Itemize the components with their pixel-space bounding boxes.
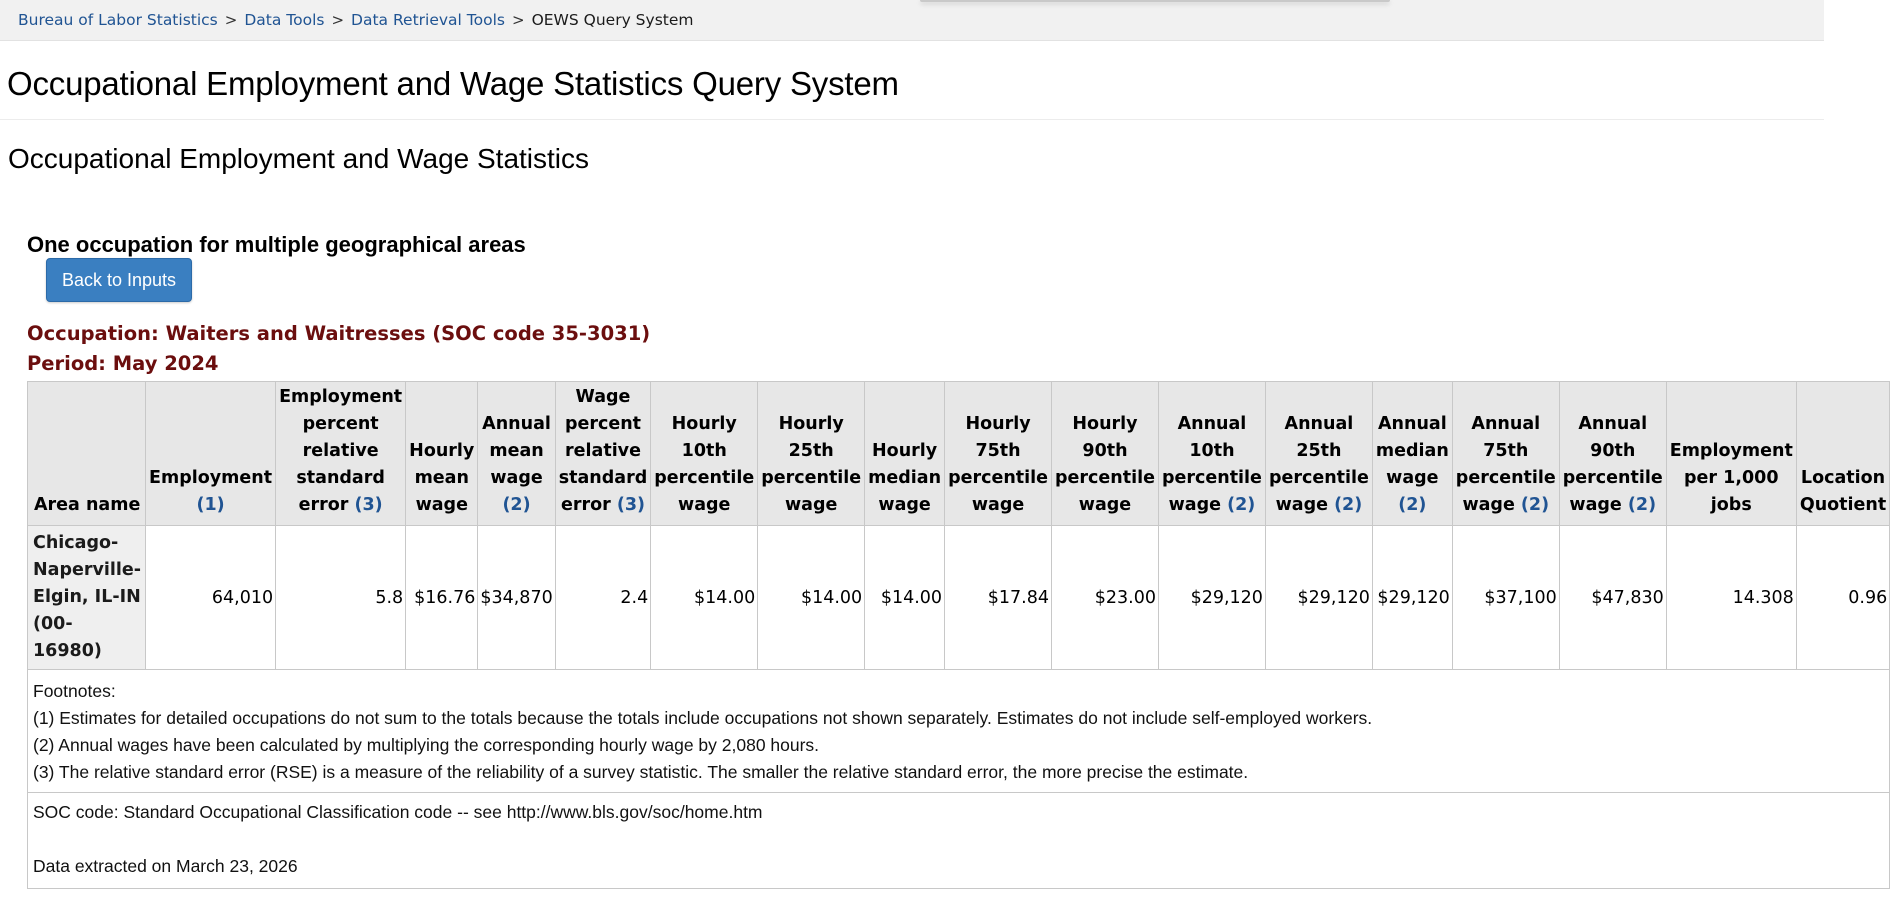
table-cell: 2.4	[555, 526, 651, 670]
footnote-reference: (2)	[1627, 495, 1657, 515]
footnote-1: (1) Estimates for detailed occupations do not sum to the totals because the totals include occupations not shown separately. Estimates do not include self-employed workers.	[33, 708, 1373, 728]
table-cell: $34,870	[478, 526, 555, 670]
footnotes-row	[28, 670, 1890, 793]
column-header	[1158, 382, 1265, 526]
table-cell: $14.00	[651, 526, 758, 670]
footnote-3: (3) The relative standard error (RSE) is a measure of the reliability of a survey statistic. The smaller the relative standard error, the more precise the estimate.	[33, 762, 1249, 782]
table-cell: $47,830	[1559, 526, 1666, 670]
column-header	[651, 382, 758, 526]
breadcrumb-link-bls[interactable]: Bureau of Labor Statistics	[18, 11, 218, 29]
page-subtitle: Occupational Employment and Wage Statistics	[8, 143, 590, 174]
table-cell: $16.76	[406, 526, 478, 670]
breadcrumb-bar	[0, 0, 1824, 41]
footnote-reference: (2)	[1227, 495, 1256, 515]
table-cell: $37,100	[1452, 526, 1559, 670]
area-name-cell: Chicago-Naperville-Elgin, IL-IN (00-16980)	[28, 526, 146, 670]
column-header	[555, 382, 651, 526]
column-header-label: Employment per 1,000 jobs	[1669, 441, 1793, 515]
breadcrumb-link-data-retrieval-tools[interactable]: Data Retrieval Tools	[351, 11, 505, 29]
table-cell: $29,120	[1265, 526, 1372, 670]
column-header	[1559, 382, 1666, 526]
section-title: One occupation for multiple geographical areas	[27, 232, 526, 257]
column-header	[1666, 382, 1796, 526]
column-header-label: Annual median wage	[1375, 414, 1449, 488]
table-cell: $14.00	[865, 526, 945, 670]
footnote-2: (2) Annual wages have been calculated by multiplying the corresponding hourly wage by 2,080 hours.	[33, 735, 820, 755]
column-header	[1372, 382, 1452, 526]
column-header	[1052, 382, 1159, 526]
footnote-reference: (3)	[616, 495, 646, 515]
column-header-label: Hourly mean wage	[409, 441, 475, 515]
column-header-label: Hourly median wage	[868, 441, 942, 515]
footnote-reference: (2)	[502, 495, 531, 515]
period-label: Period: May 2024	[27, 352, 219, 375]
footnote-reference: (2)	[1398, 495, 1427, 515]
source-row	[28, 793, 1890, 889]
column-header-label: Annual 90th percentile wage	[1562, 414, 1663, 515]
soc-code-note: SOC code: Standard Occupational Classification code -- see http://www.bls.gov/soc/home.htm	[33, 802, 763, 822]
column-header-label: Employment	[149, 468, 273, 488]
column-header-label: Annual mean wage	[482, 414, 551, 488]
page-title: Occupational Employment and Wage Statistics Query System	[0, 41, 1824, 120]
source-cell	[28, 793, 1890, 889]
footnotes-cell	[28, 670, 1890, 793]
footnote-reference: (1)	[196, 495, 225, 515]
breadcrumb-current: OEWS Query System	[531, 11, 694, 29]
table-cell: $17.84	[945, 526, 1052, 670]
footnote-reference: (2)	[1334, 495, 1363, 515]
table-row	[28, 526, 1890, 670]
results-table	[27, 381, 1890, 889]
column-header-label: Annual 10th percentile wage	[1161, 414, 1262, 515]
occupation-label: Occupation: Waiters and Waitresses (SOC code 35-3031)	[27, 322, 651, 345]
column-header-label: Employment percent relative standard error	[279, 387, 403, 515]
footnote-reference: (3)	[354, 495, 383, 515]
table-cell: 5.8	[276, 526, 406, 670]
column-header	[1452, 382, 1559, 526]
top-dropdown-shadow	[920, 0, 1390, 2]
column-header	[865, 382, 945, 526]
data-extracted-note: Data extracted on March 23, 2026	[33, 856, 298, 876]
column-header-label: Hourly 90th percentile wage	[1055, 414, 1155, 515]
column-header	[1265, 382, 1372, 526]
table-header-row	[28, 382, 1890, 526]
back-to-inputs-button[interactable]: Back to Inputs	[46, 258, 192, 302]
column-header	[945, 382, 1052, 526]
breadcrumb-link-data-tools[interactable]: Data Tools	[244, 11, 325, 29]
breadcrumb-separator-icon: >	[331, 11, 345, 29]
breadcrumb-separator-icon: >	[511, 11, 525, 29]
column-header	[146, 382, 276, 526]
column-header-label: Hourly 25th percentile wage	[761, 414, 862, 515]
column-header	[758, 382, 865, 526]
table-cell: $29,120	[1158, 526, 1265, 670]
column-header-label: Area name	[34, 495, 141, 515]
table-cell: $29,120	[1372, 526, 1452, 670]
column-header	[478, 382, 555, 526]
table-cell: $14.00	[758, 526, 865, 670]
column-header	[276, 382, 406, 526]
column-header-label: Wage percent relative standard error	[558, 387, 648, 515]
table-cell: 0.96	[1796, 526, 1889, 670]
column-header	[28, 382, 146, 526]
column-header-label: Hourly 75th percentile wage	[948, 414, 1049, 515]
column-header-label: Annual 75th percentile wage	[1455, 414, 1556, 515]
column-header-label: Hourly 10th percentile wage	[654, 414, 755, 515]
table-cell: $23.00	[1052, 526, 1159, 670]
column-header-label: Location Quotient	[1799, 468, 1887, 515]
table-cell: 64,010	[146, 526, 276, 670]
footnotes-heading: Footnotes:	[33, 681, 116, 701]
column-header	[1796, 382, 1889, 526]
column-header	[406, 382, 478, 526]
column-header-label: Annual 25th percentile wage	[1268, 414, 1369, 515]
footnote-reference: (2)	[1520, 495, 1550, 515]
table-cell: 14.308	[1666, 526, 1796, 670]
breadcrumb-separator-icon: >	[224, 11, 238, 29]
